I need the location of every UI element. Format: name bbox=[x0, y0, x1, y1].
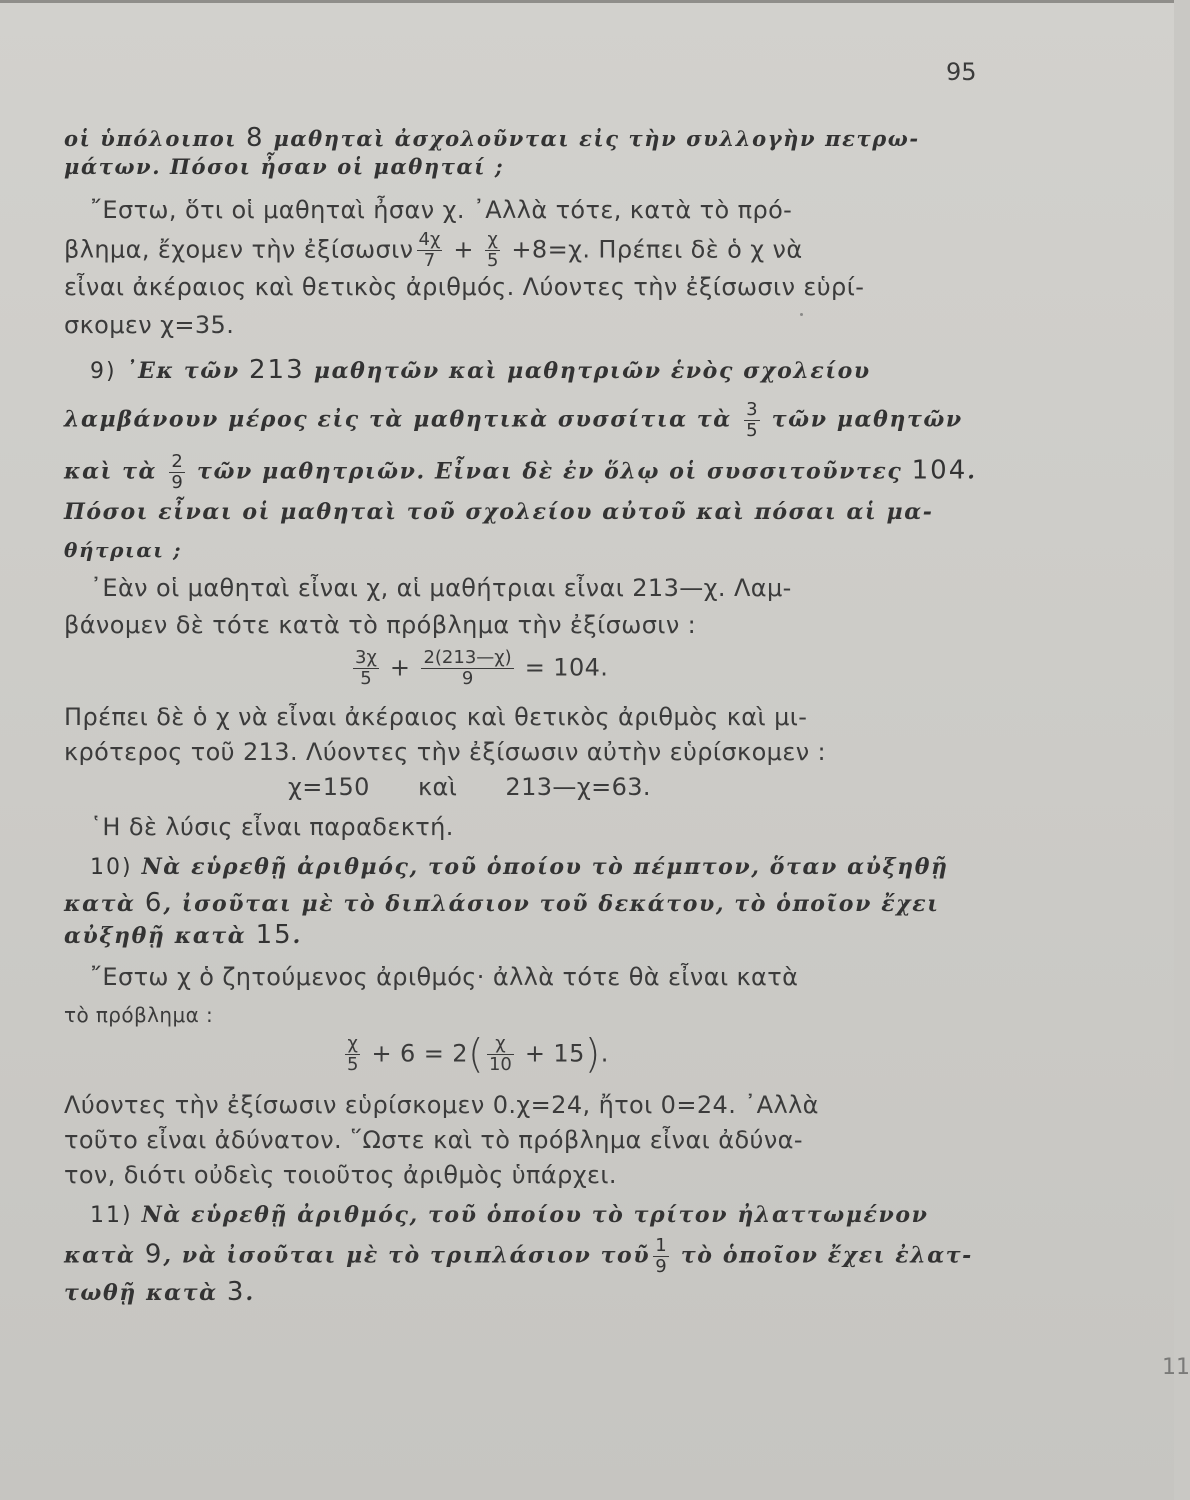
edge-mark: 11 bbox=[1162, 1355, 1190, 1380]
equation: χ=150 καὶ 213—χ=63. bbox=[288, 773, 651, 801]
fraction: $\frac{3\chi}{5}$ bbox=[355, 647, 377, 689]
page-number: 95 bbox=[946, 58, 977, 86]
fraction: $\frac{1}{9}$ bbox=[655, 1235, 667, 1277]
problem-heading: 11) Νὰ εὑρεθῇ ἀριθμός, τοῦ ὁποίου τὸ τρίτον ἠλαττωμένον bbox=[90, 1202, 929, 1228]
equation: $\frac{3\chi}{5}$ + $\frac{2(213—\chi)}{9}$ = 104. bbox=[355, 647, 609, 689]
text-line: Λύοντες τὴν ἐξίσωσιν εὑρίσκομεν 0.χ=24, ἤτοι 0=24. ᾿Αλλὰ bbox=[64, 1091, 819, 1119]
text-line: αὐξηθῇ κατὰ 15. bbox=[64, 920, 302, 950]
text-line: τωθῇ κατὰ 3. bbox=[64, 1277, 255, 1307]
text-line: μάτων. Πόσοι ἦσαν οἱ μαθηταί ; bbox=[64, 154, 505, 179]
text-line: τὸ πρόβλημα : bbox=[64, 1003, 214, 1027]
text-line: κατὰ 9, νὰ ἰσοῦται μὲ τὸ τριπλάσιον τοῦ $\frac{1}{9}$ τὸ ὁποῖον ἔχει ἐλατ- bbox=[64, 1235, 973, 1277]
text-line: ῎Εστω, ὅτι οἱ μαθηταὶ ἦσαν χ. ᾿Αλλὰ τότε, κατὰ τὸ πρό- bbox=[90, 196, 793, 224]
fraction: $\frac{2(213—\chi)}{9}$ bbox=[423, 647, 512, 689]
fraction: $\frac{\chi}{5}$ bbox=[347, 1033, 359, 1075]
text-line: ῾Η δὲ λύσις εἶναι παραδεκτή. bbox=[90, 813, 454, 841]
fraction: $\frac{2}{9}$ bbox=[171, 451, 183, 493]
text-line: οἱ ὑπόλοιποι 8 μαθηταὶ ἀσχολοῦνται εἰς τὴν συλλογὴν πετρω- bbox=[64, 123, 920, 153]
text-line: κρότερος τοῦ 213. Λύοντες τὴν ἐξίσωσιν αὐτὴν εὑρίσκομεν : bbox=[64, 738, 827, 766]
fraction: $\frac{3}{5}$ bbox=[746, 399, 758, 441]
text-line: Πόσοι εἶναι οἱ μαθηταὶ τοῦ σχολείου αὐτοῦ καὶ πόσαι αἱ μα- bbox=[64, 499, 934, 525]
equation: $\frac{\chi}{5}$ + 6 = 2( $\frac{\chi}{10}$ + 15). bbox=[347, 1031, 609, 1078]
text-line: λαμβάνουν μέρος εἰς τὰ μαθητικὰ συσσίτια τὰ $\frac{3}{5}$ τῶν μαθητῶν bbox=[64, 399, 963, 441]
speck bbox=[800, 313, 803, 316]
text-line: βλημα, ἔχομεν τὴν ἐξίσωσιν $\frac{4\chi}{7}$ + $\frac{\chi}{5}$ +8=χ. Πρέπει δὲ ὁ χ νὰ bbox=[64, 229, 803, 271]
text-line: εἶναι ἀκέραιος καὶ θετικὸς ἀριθμός. Λύοντες τὴν ἐξίσωσιν εὑρί- bbox=[64, 273, 865, 301]
fraction: $\frac{\chi}{5}$ bbox=[486, 229, 499, 271]
text-line: σκομεν χ=35. bbox=[64, 311, 235, 339]
fraction: $\frac{4\chi}{7}$ bbox=[418, 229, 441, 271]
text-line: ᾿Εὰν οἱ μαθηταὶ εἶναι χ, αἱ μαθήτριαι εἶναι 213—χ. Λαμ- bbox=[90, 574, 792, 602]
problem-heading: 10) Νὰ εὑρεθῇ ἀριθμός, τοῦ ὁποίου τὸ πέμπτον, ὅταν αὐξηθῇ bbox=[90, 854, 949, 880]
text-line: τοῦτο εἶναι ἀδύνατον. ῞Ωστε καὶ τὸ πρόβλημα εἶναι ἀδύνα- bbox=[64, 1126, 803, 1154]
text-line: βάνομεν δὲ τότε κατὰ τὸ πρόβλημα τὴν ἐξίσωσιν : bbox=[64, 611, 697, 639]
text-line: Πρέπει δὲ ὁ χ νὰ εἶναι ἀκέραιος καὶ θετικὸς ἀριθμὸς καὶ μι- bbox=[64, 703, 808, 731]
problem-heading: 9) ᾿Εκ τῶν 213 μαθητῶν καὶ μαθητριῶν ἑνὸς σχολείου bbox=[90, 355, 871, 385]
text-line: κατὰ 6, ἰσοῦται μὲ τὸ διπλάσιον τοῦ δεκάτου, τὸ ὁποῖον ἔχει bbox=[64, 888, 940, 918]
text-line: ῎Εστω χ ὁ ζητούμενος ἀριθμός· ἀλλὰ τότε θὰ εἶναι κατὰ bbox=[90, 963, 799, 991]
text-line: τον, διότι οὐδεὶς τοιοῦτος ἀριθμὸς ὑπάρχει. bbox=[64, 1161, 617, 1189]
text-line: θήτριαι ; bbox=[64, 538, 183, 562]
fraction: $\frac{\chi}{10}$ bbox=[488, 1033, 512, 1075]
text-line: καὶ τὰ $\frac{2}{9}$ τῶν μαθητριῶν. Εἶναι δὲ ἐν ὅλῳ οἱ συσσιτοῦντες 104. bbox=[64, 451, 977, 493]
page-top-edge bbox=[0, 0, 1174, 3]
